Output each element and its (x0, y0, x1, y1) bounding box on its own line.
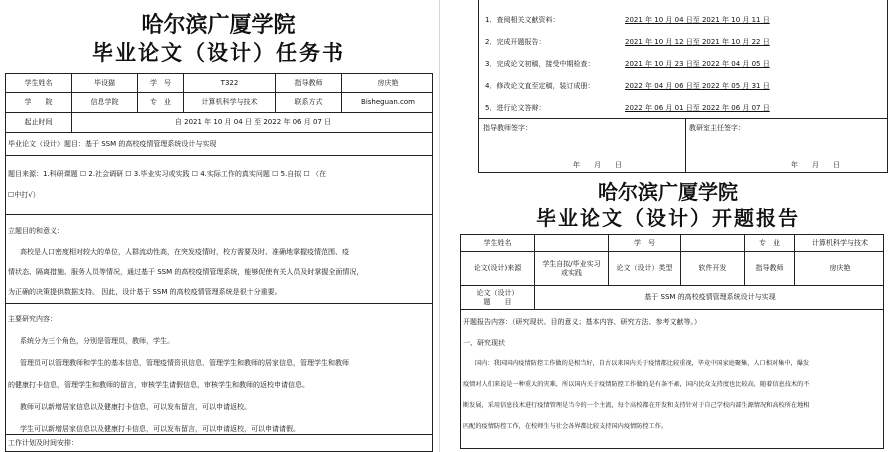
value-student-id: T322 (184, 74, 276, 92)
advisor-sign-date: 年 月 日 (573, 161, 622, 169)
r-label-type: 论文（设计）类型 (609, 252, 681, 285)
schedule-item-5-date: 2022 年 06 月 01 日至 2022 年 06 月 07 日 (625, 104, 770, 112)
report-row-1 (461, 235, 883, 252)
task-book-table (5, 73, 433, 452)
r-label-student-id: 学 号 (609, 235, 681, 251)
purpose-line-2: 情状态、隔离措施、服务人员等情况，通过基于 SSM 的高校疫情管理系统，能够促使有关人员及时掌握全面情况， (8, 268, 364, 276)
topic-source-line2: ☐中打√） (8, 191, 40, 199)
label-period: 起止时间 (6, 113, 72, 132)
content-line-2: 管理员可以管理教师和学生的基本信息，管理疫情资讯信息，管理学生和教师的居家信息，管理学生和教师 (20, 359, 349, 367)
schedule-item-1-label: 1．查阅相关文献资料： (485, 16, 560, 24)
schedule-item-1-date: 2021 年 10 月 04 日至 2021 年 10 月 11 日 (625, 16, 770, 24)
r-value-title: 基于 SSM 的高校疫情管理系统设计与实现 (644, 293, 776, 302)
r-value-source: 学生自拟/毕业实习或实践 (535, 252, 609, 285)
info-row-1 (6, 74, 432, 93)
research-status-line-2: 疫情对人们来说是一种重大的灾难，所以国内关于疫情防控工作做的是有条不紊，国内民众支持度也比较高，随着信息技术的不 (463, 381, 810, 388)
source-row (6, 156, 432, 215)
schedule-item-5-label: 5．进行论文答辩： (485, 104, 546, 112)
purpose-line-3: 为正确的决策提供数据支持。 因此，设计基于 SSM 的高校疫情管理系统是很十分重要。 (8, 288, 282, 296)
value-college: 信息学院 (72, 93, 138, 112)
info-row-3 (6, 113, 432, 133)
advisor-signature-label: 指导教师签字： (483, 124, 532, 132)
r-value-student-name (535, 235, 609, 251)
label-major: 专 业 (138, 93, 184, 112)
thesis-topic: 毕业论文（设计）题目：基于 SSM 的高校疫情管理系统设计与实现 (8, 140, 217, 148)
school-name-2: 哈尔滨广厦学院 (598, 180, 738, 204)
report-title: 毕业论文（设计）开题报告 (536, 206, 800, 230)
content-line-1: 系统分为三个角色，分别是管理员，教师，学生。 (20, 337, 174, 345)
content-section (6, 304, 432, 435)
report-content-heading: 开题报告内容：（研究现状、目的意义；基本内容、研究方法、参考文献等。） (463, 318, 701, 326)
r-value-type: 软件开发 (681, 252, 745, 285)
content-line-3: 的健康打卡信息，管理学生和教师的留言，审核学生请假信息，审核学生和教师的返校申请信息。 (8, 381, 309, 389)
schedule-table (478, 0, 888, 173)
content-heading: 主要研究内容： (8, 315, 57, 323)
opening-report-table (460, 234, 884, 449)
schedule-item-2-date: 2021 年 10 月 12 日至 2021 年 10 月 22 日 (625, 38, 770, 46)
label-student-name: 学生姓名 (6, 74, 72, 92)
r-label-source: 论文(设计)来源 (461, 252, 535, 285)
value-student-name: 毕设猫 (72, 74, 138, 92)
purpose-heading: 立题目的和意义： (8, 227, 64, 235)
r-value-major: 计算机科学与技术 (812, 238, 868, 247)
value-advisor: 房庆艳 (377, 78, 399, 87)
value-contact: Bisheguan.com (361, 98, 415, 107)
r-label-advisor: 指导教师 (745, 252, 795, 285)
topic-source-line1: 题目来源：1.科研课题 ☐ 2.社会调研 ☐ 3.毕业实习或实践 ☐ 4.实际工作的真实问题 ☐ 5.自拟 ☐ （在 (8, 170, 327, 178)
research-status-line-4: 匹配的疫情防控工作，在校师生与社会各界都比较支持国内疫情防控工作。 (463, 423, 668, 430)
schedule-item-4-date: 2022 年 04 月 06 日至 2022 年 05 月 31 日 (625, 82, 770, 90)
r-label-student-name: 学生姓名 (461, 235, 535, 251)
schedule-item-4-label: 4．修改论文直至定稿，装订成册： (485, 82, 595, 90)
report-row-3 (461, 286, 883, 310)
label-college: 学 院 (6, 93, 72, 112)
signature-divider (685, 118, 686, 172)
director-signature-label: 教研室主任签字： (689, 124, 745, 132)
task-book-page (0, 0, 437, 452)
page-divider (439, 0, 440, 452)
label-contact: 联系方式 (276, 93, 342, 112)
r-value-student-id (681, 235, 745, 251)
schedule-heading: 工作计划及时间安排： (8, 439, 78, 447)
info-row-2 (6, 93, 432, 113)
research-status-line-1: 国内：我国国内疫情防控工作做的是相当好，自古以来国内关于疫情都比较重视，毕竟中国家庭聚集，人口相对集中，爆发 (475, 360, 810, 367)
schedule-item-3-date: 2021 年 10 月 23 日至 2022 年 04 月 05 日 (625, 60, 770, 68)
content-line-4: 教师可以新增居家信息以及健康打卡信息，可以发布留言，可以申请返校。 (20, 403, 251, 411)
r-value-advisor: 房庆艳 (829, 264, 851, 273)
research-status-line-3: 断发展，采用信息技术进行疫情管理是当今的一个主流，每个高校都在开发和支持针对于自己学校内部生源情况和高校所在地相 (463, 402, 810, 409)
value-period: 自 2021 年 10 月 04 日 至 2022 年 06 月 07 日 (174, 118, 332, 127)
content-line-5: 学生可以新增居家信息以及健康打卡信息，可以发布留言，可以申请返校，可以申请请假。 (20, 425, 300, 433)
school-name: 哈尔滨广厦学院 (141, 12, 296, 38)
report-row-2 (461, 252, 883, 286)
purpose-section (6, 215, 432, 304)
label-advisor: 指导教师 (276, 74, 342, 92)
research-status-heading: 一、研究现状 (463, 339, 505, 347)
director-sign-date: 年 月 日 (791, 161, 840, 169)
topic-row (6, 133, 432, 156)
purpose-line-1: 高校是人口密度相对较大的单位，人群流动性高，在突发疫情时，校方需要及时、准确地掌握疫情范围、疫 (20, 248, 349, 256)
r-label-major: 专 业 (745, 235, 795, 251)
schedule-item-3-label: 3．完成论文初稿，接受中期检查： (485, 60, 595, 68)
value-major: 计算机科学与技术 (184, 93, 276, 112)
signature-row (479, 118, 887, 119)
label-student-id: 学 号 (138, 74, 184, 92)
schedule-item-2-label: 2．完成开题报告： (485, 38, 546, 46)
document-title: 毕业论文（设计）任务书 (92, 40, 345, 65)
r-label-title: 论文（设计） 题 目 (461, 286, 535, 309)
